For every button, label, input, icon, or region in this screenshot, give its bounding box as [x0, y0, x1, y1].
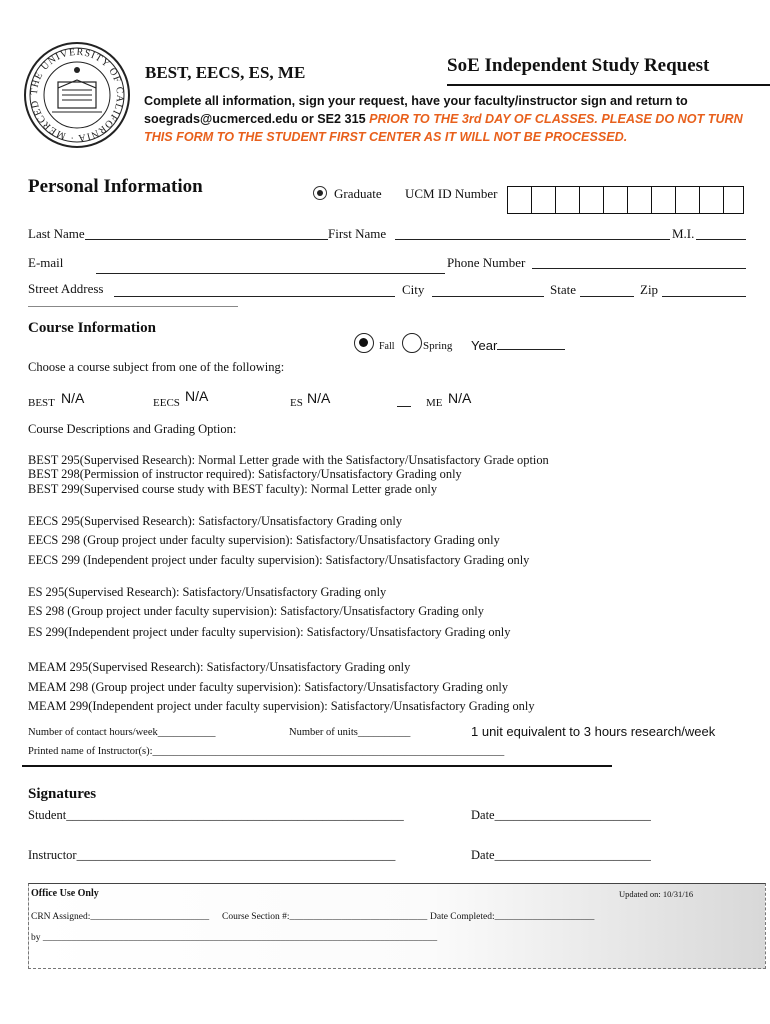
processed-by-field[interactable]: by ___________________________________________________________________________________: [31, 933, 438, 943]
instructor-signature-field[interactable]: Instructor___________________________________________________: [28, 848, 396, 862]
me-value[interactable]: N/A: [448, 390, 472, 406]
state-label: State: [550, 282, 576, 297]
me-label: ME: [426, 397, 443, 409]
course-info-heading: Course Information: [28, 320, 156, 336]
ucm-id-digit[interactable]: [531, 186, 556, 214]
choose-subject-label: Choose a course subject from one of the following:: [28, 360, 285, 374]
last-name-field[interactable]: [85, 239, 328, 240]
updated-date: Updated on: 10/31/16: [619, 889, 694, 899]
unit-note: 1 unit equivalent to 3 hours research/week: [471, 724, 716, 739]
course-description: ES 295(Supervised Research): Satisfactory/Unsatisfactory Grading only: [28, 585, 387, 599]
office-use-heading: Office Use Only: [31, 888, 99, 899]
instruction-line-2: [144, 112, 743, 126]
es-dash: [397, 406, 411, 407]
instruction-warning: PRIOR TO THE 3rd DAY OF CLASSES. PLEASE DO NOT TURN: [369, 112, 743, 126]
course-description: EECS 295(Supervised Research): Satisfactory/Unsatisfactory Grading only: [28, 514, 403, 528]
units-label[interactable]: Number of units__________: [289, 727, 411, 738]
fall-radio[interactable]: [354, 333, 374, 353]
student-date-field[interactable]: Date_________________________: [471, 808, 651, 822]
phone-field[interactable]: [532, 268, 746, 269]
street-label: Street Address: [28, 281, 104, 296]
email-label: E-mail: [28, 255, 64, 270]
es-value[interactable]: N/A: [307, 390, 331, 406]
city-label: City: [402, 282, 425, 297]
last-name-label: Last Name: [28, 226, 85, 241]
ucm-id-digit[interactable]: [627, 186, 652, 214]
first-name-field[interactable]: [395, 239, 670, 240]
street-field[interactable]: [114, 296, 395, 297]
ucm-id-digit[interactable]: [723, 186, 744, 214]
ucm-id-digit[interactable]: [507, 186, 532, 214]
page-title: SoE Independent Study Request: [447, 55, 710, 76]
ucm-id-digit[interactable]: [651, 186, 676, 214]
date-completed-field[interactable]: Date Completed:_____________________: [430, 912, 595, 922]
ucm-id-digit[interactable]: [603, 186, 628, 214]
first-name-label: First Name: [328, 226, 387, 241]
seal-text: THE UNIVERSITY OF CALIFORNIA · MERCED: [28, 46, 126, 144]
course-description: BEST 298(Permission of instructor required): Satisfactory/Unsatisfactory Grading only: [28, 467, 462, 481]
spring-label: Spring: [423, 340, 453, 352]
contact-hours-label[interactable]: Number of contact hours/week___________: [28, 727, 216, 738]
section-divider: [22, 765, 612, 767]
es-label: ES: [290, 397, 303, 409]
personal-info-heading: Personal Information: [28, 176, 203, 197]
signatures-heading: Signatures: [28, 786, 97, 802]
fall-label: Fall: [379, 341, 395, 352]
course-description: MEAM 295(Supervised Research): Satisfactory/Unsatisfactory Grading only: [28, 660, 411, 674]
graduate-label: Graduate: [334, 186, 382, 201]
crn-field[interactable]: CRN Assigned:_________________________: [31, 912, 210, 922]
instruction-line-1: Complete all information, sign your request, have your faculty/instructor sign and return to: [144, 94, 688, 108]
mi-field[interactable]: [696, 239, 746, 240]
email-field[interactable]: [96, 273, 445, 274]
course-description: MEAM 299(Independent project under faculty supervision): Satisfactory/Unsatisfactory Grading only: [28, 699, 535, 713]
zip-field[interactable]: [662, 296, 746, 297]
best-label: BEST: [28, 397, 55, 409]
course-description: ES 298 (Group project under faculty supervision): Satisfactory/Unsatisfactory Grading only: [28, 604, 484, 618]
student-signature-field[interactable]: Student______________________________________________________: [28, 808, 404, 822]
address-underline: [28, 306, 238, 307]
course-description: EECS 299 (Independent project under faculty supervision): Satisfactory/Unsatisfactory Grading only: [28, 553, 530, 567]
ucm-id-digit[interactable]: [555, 186, 580, 214]
course-description: MEAM 298 (Group project under faculty supervision): Satisfactory/Unsatisfactory Grading only: [28, 680, 509, 694]
phone-label: Phone Number: [447, 255, 526, 270]
title-rule: [447, 84, 770, 86]
ucm-id-digit[interactable]: [699, 186, 724, 214]
course-description: ES 299(Independent project under faculty supervision): Satisfactory/Unsatisfactory Grading only: [28, 625, 511, 639]
instructor-date-field[interactable]: Date_________________________: [471, 848, 651, 862]
ucm-id-digit[interactable]: [579, 186, 604, 214]
course-description: BEST 295(Supervised Research): Normal Letter grade with the Satisfactory/Unsatisfactory Grade option: [28, 453, 549, 467]
instruction-email: soegrads@ucmerced.edu or SE2 315: [144, 112, 370, 126]
best-value[interactable]: N/A: [61, 390, 85, 406]
year-field[interactable]: [497, 349, 565, 350]
spring-radio[interactable]: [402, 333, 422, 353]
course-section-field[interactable]: Course Section #:_____________________________: [222, 912, 428, 922]
instructor-name-label[interactable]: Printed name of Instructor(s):___________________________________________________________________: [28, 746, 505, 757]
eecs-label: EECS: [153, 397, 180, 409]
city-field[interactable]: [432, 296, 544, 297]
mi-label: M.I.: [672, 226, 695, 241]
course-description: EECS 298 (Group project under faculty supervision): Satisfactory/Unsatisfactory Grading only: [28, 533, 500, 547]
eecs-value[interactable]: N/A: [185, 388, 209, 404]
department-list: BEST, EECS, ES, ME: [145, 63, 306, 82]
state-field[interactable]: [580, 296, 634, 297]
ucm-id-digit[interactable]: [675, 186, 700, 214]
zip-label: Zip: [640, 282, 659, 297]
university-seal: [22, 40, 132, 150]
instruction-line-3: THIS FORM TO THE STUDENT FIRST CENTER AS IT WILL NOT BE PROCESSED.: [144, 130, 628, 144]
graduate-radio[interactable]: [313, 186, 327, 200]
ucm-id-label: UCM ID Number: [405, 186, 498, 201]
year-label: Year: [471, 338, 498, 353]
course-description: BEST 299(Supervised course study with BEST faculty): Normal Letter grade only: [28, 482, 438, 496]
course-descriptions-heading: Course Descriptions and Grading Option:: [28, 422, 237, 436]
